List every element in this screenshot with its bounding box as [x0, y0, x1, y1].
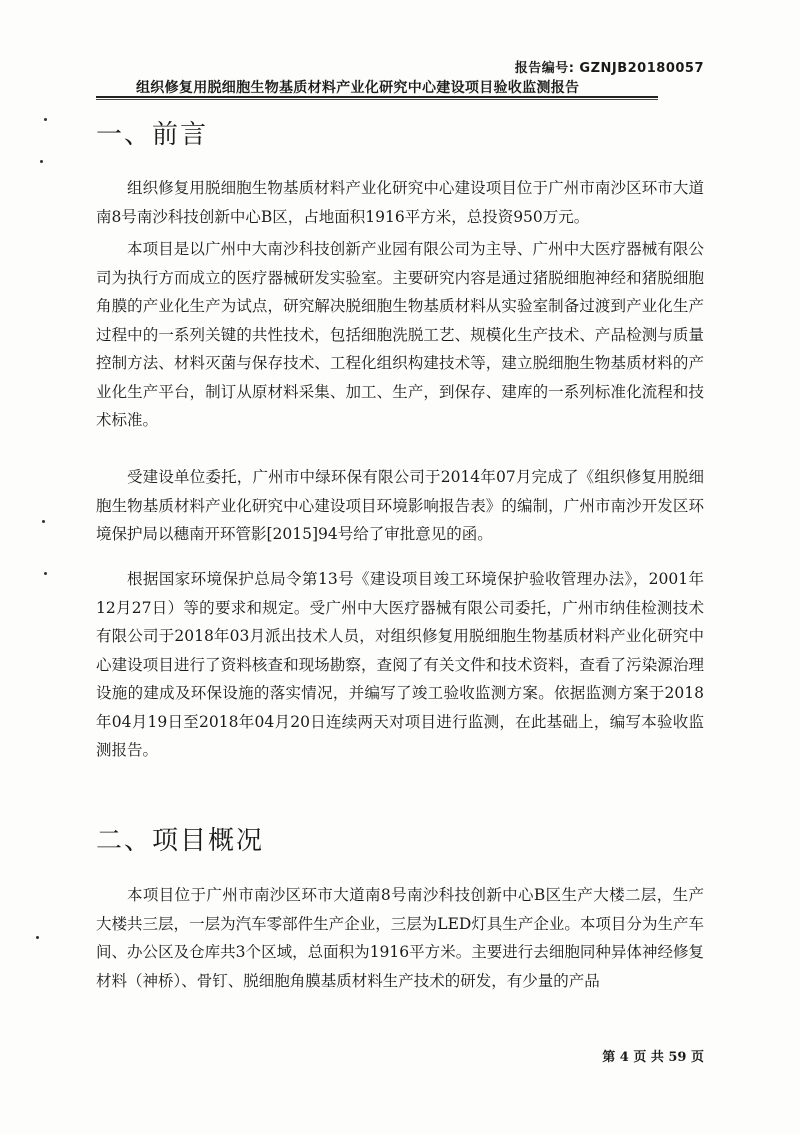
section-title-overview: 二、项目概况: [96, 826, 265, 856]
scan-speck: [42, 520, 45, 523]
scan-speck: [36, 936, 39, 939]
header-rule: [96, 96, 658, 98]
scan-speck: [44, 572, 47, 575]
page-number: 第 4 页 共 59 页: [602, 1050, 704, 1065]
report-number: 报告编号: GZNJB20180057: [514, 61, 704, 76]
paragraph: 受建设单位委托，广州市中绿环保有限公司于2014年07月完成了《组织修复用脱细胞生物基质材料产业化研究中心建设项目环境影响报告表》的编制，广州市南沙开发区环境保护局以穗南开环管影[2015]94号给了审批意见的函。: [96, 468, 704, 543]
scan-speck: [40, 160, 43, 163]
scan-speck: [44, 118, 47, 121]
paragraph: 本项目位于广州市南沙区环市大道南8号南沙科技创新中心B区生产大楼二层，生产大楼共三层，一层为汽车零部件生产企业，三层为LED灯具生产企业。本项目分为生产车间、办公区及仓库共3个区域，总面积为1916平方米。主要进行去细胞同种异体神经修复材料（神桥）、骨钉、脱细胞角膜基质材料生产技术的研发，有少量的产品: [96, 886, 704, 990]
paragraph: 本项目是以广州中大南沙科技创新产业园有限公司为主导、广州中大医疗器械有限公司为执行方而成立的医疗器械研发实验室。主要研究内容是通过猪脱细胞神经和猪脱细胞角膜的产业化生产为试点，研究解决脱细胞生物基质材料从实验室制备过渡到产业化生产过程中的一系列关键的共性技术，包括细胞洗脱工艺、规模化生产技术、产品检测与质量控制方法、材料灭菌与保存技术、工程化组织构建技术等，建立脱细胞生物基质材料的产业化生产平台，制订从原材料采集、加工、生产，到保存、建库的一系列标准化流程和技术标准。: [96, 240, 704, 429]
section-title-preface: 一、前言: [96, 120, 209, 150]
paragraph: 根据国家环境保护总局令第13号《建设项目竣工环境保护验收管理办法》，2001年12月27日）等的要求和规定。受广州中大医疗器械有限公司委托，广州市纳佳检测技术有限公司于2018年03月派出技术人员，对组织修复用脱细胞生物基质材料产业化研究中心建设项目进行了资料核查和现场勘察，查阅了有关文件和技术资料，查看了污染源治理设施的建成及环保设施的落实情况，并编写了竣工验收监测方案。依据监测方案于2018年04月19日至2018年04月20日连续两天对项目进行监测，在此基础上，编写本验收监测报告。: [96, 570, 704, 759]
header-rule-thin: [96, 99, 658, 100]
running-title: 组织修复用脱细胞生物基质材料产业化研究中心建设项目验收监测报告: [136, 80, 580, 96]
paragraph: 组织修复用脱细胞生物基质材料产业化研究中心建设项目位于广州市南沙区环市大道南8号南沙科技创新中心B区，占地面积1916平方米，总投资950万元。: [96, 179, 704, 226]
